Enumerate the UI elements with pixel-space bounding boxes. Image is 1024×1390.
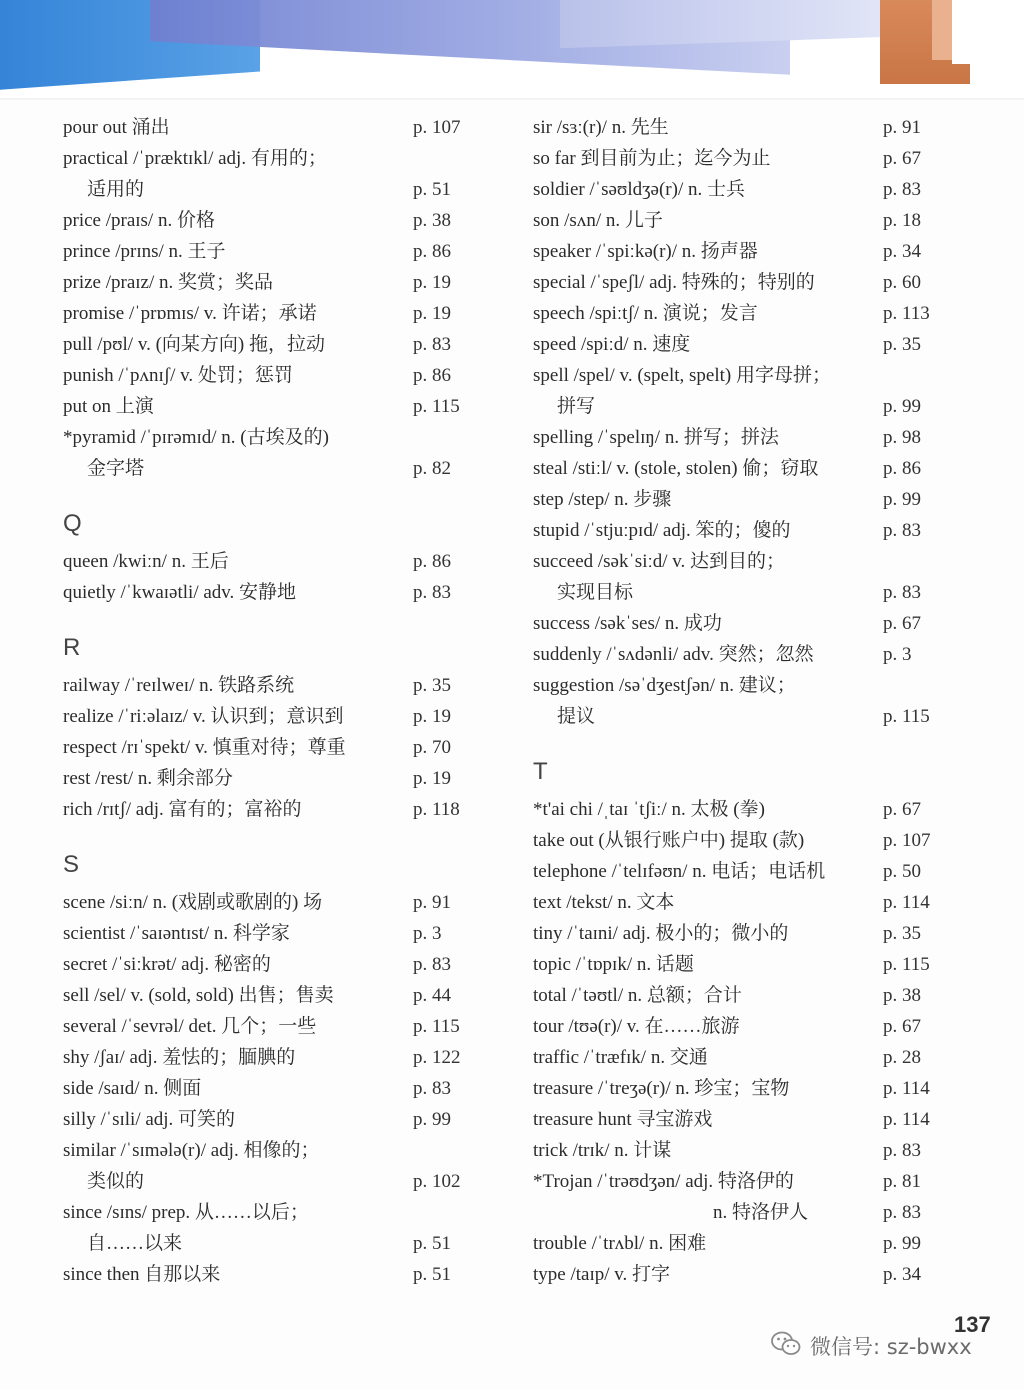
entry-headword-definition: similar /ˈsɪmələ(r)/ adj. 相像的； bbox=[63, 1140, 320, 1161]
glossary-entry bbox=[63, 794, 483, 825]
entry-definition-continued: 适用的 bbox=[87, 179, 145, 200]
entry-headword-definition: *Trojan /ˈtrəʊdʒən/ adj. 特洛伊的 bbox=[533, 1171, 794, 1192]
watermark bbox=[770, 1328, 972, 1364]
entry-page-reference: p. 118 bbox=[413, 799, 460, 820]
entry-text bbox=[533, 143, 883, 174]
entry-headword-definition: practical /ˈpræktɪkl/ adj. 有用的； bbox=[63, 148, 327, 169]
glossary-entry bbox=[63, 670, 483, 701]
entry-page-reference: p. 114 bbox=[883, 1109, 930, 1130]
entry-page-reference: p. 99 bbox=[883, 1233, 921, 1254]
entry-page-reference: p. 82 bbox=[413, 458, 451, 479]
entry-headword-definition: succeed /səkˈsiːd/ v. 达到目的； bbox=[533, 551, 786, 572]
entry-headword-definition: queen /kwiːn/ n. 王后 bbox=[63, 551, 229, 572]
entry-headword-definition: secret /ˈsiːkrət/ adj. 秘密的 bbox=[63, 954, 271, 975]
entry-page-reference: p. 19 bbox=[413, 768, 451, 789]
section-letter: R bbox=[63, 634, 81, 661]
glossary-entry bbox=[63, 1073, 483, 1104]
entry-headword-definition: railway /ˈreɪlweɪ/ n. 铁路系统 bbox=[63, 675, 295, 696]
entry-headword-definition: since then 自那以来 bbox=[63, 1264, 221, 1285]
entry-text bbox=[533, 453, 883, 484]
entry-text bbox=[533, 918, 883, 949]
entry-headword-definition: punish /ˈpʌnɪʃ/ v. 处罚；惩罚 bbox=[63, 365, 293, 386]
entry-headword-definition: steal /stiːl/ v. (stole, stolen) 偷；窃取 bbox=[533, 458, 819, 479]
entry-headword-definition: pour out 涌出 bbox=[63, 117, 170, 138]
entry-page-reference: p. 83 bbox=[413, 1078, 451, 1099]
entry-definition-continued: 金字塔 bbox=[87, 458, 145, 479]
entry-text bbox=[63, 236, 413, 267]
entry-text bbox=[63, 298, 413, 329]
entry-page-reference: p. 114 bbox=[883, 1078, 930, 1099]
glossary-entry bbox=[63, 360, 483, 391]
entry-page-reference: p. 35 bbox=[413, 675, 451, 696]
entry-page-reference: p. 113 bbox=[883, 303, 930, 324]
entry-text bbox=[63, 794, 413, 825]
entry-headword-definition: speed /spiːd/ n. 速度 bbox=[533, 334, 691, 355]
entry-text bbox=[533, 546, 883, 608]
entry-page-reference: p. 35 bbox=[883, 923, 921, 944]
entry-headword-definition: rich /rɪtʃ/ adj. 富有的；富裕的 bbox=[63, 799, 302, 820]
entry-text bbox=[63, 112, 413, 143]
glossary-entry bbox=[533, 670, 953, 732]
entry-text bbox=[533, 949, 883, 980]
entry-headword-definition: trick /trɪk/ n. 计谋 bbox=[533, 1140, 672, 1161]
glossary-entry bbox=[533, 856, 953, 887]
entry-text bbox=[63, 546, 413, 577]
glossary-entry bbox=[533, 608, 953, 639]
entry-text bbox=[533, 1011, 883, 1042]
entry-text bbox=[63, 1259, 413, 1290]
entry-page-reference: p. 115 bbox=[413, 396, 460, 417]
entry-text bbox=[63, 980, 413, 1011]
entry-text bbox=[533, 422, 883, 453]
glossary-entry bbox=[63, 732, 483, 763]
entry-headword-definition: treasure /ˈtreʒə(r)/ n. 珍宝；宝物 bbox=[533, 1078, 790, 1099]
entry-headword-definition: n. 特洛伊人 bbox=[713, 1202, 809, 1223]
entry-headword-definition: suddenly /ˈsʌdənli/ adv. 突然；忽然 bbox=[533, 644, 814, 665]
entry-text bbox=[533, 856, 883, 887]
entry-text bbox=[63, 732, 413, 763]
entry-headword-definition: suggestion /səˈdʒestʃən/ n. 建议； bbox=[533, 675, 796, 696]
glossary-entry bbox=[63, 1104, 483, 1135]
entry-headword-definition: silly /ˈsɪli/ adj. 可笑的 bbox=[63, 1109, 236, 1130]
glossary-entry bbox=[63, 329, 483, 360]
wechat-icon bbox=[770, 1329, 802, 1364]
entry-text bbox=[533, 112, 883, 143]
entry-text bbox=[533, 1042, 883, 1073]
glossary-entry bbox=[63, 1042, 483, 1073]
entry-page-reference: p. 115 bbox=[883, 706, 930, 727]
glossary-entry bbox=[533, 1073, 953, 1104]
entry-headword-definition: prince /prɪns/ n. 王子 bbox=[63, 241, 226, 262]
glossary-entry bbox=[533, 515, 953, 546]
entry-page-reference: p. 86 bbox=[883, 458, 921, 479]
glossary-entry bbox=[533, 1011, 953, 1042]
entry-headword-definition: telephone /ˈtelɪfəʊn/ n. 电话；电话机 bbox=[533, 861, 826, 882]
glossary-entry bbox=[63, 143, 483, 205]
entry-text bbox=[533, 298, 883, 329]
entry-page-reference: p. 18 bbox=[883, 210, 921, 231]
entry-headword-definition: realize /ˈriːəlaɪz/ v. 认识到；意识到 bbox=[63, 706, 344, 727]
entry-page-reference: p. 38 bbox=[413, 210, 451, 231]
entry-text bbox=[63, 1197, 413, 1259]
glossary-entry bbox=[63, 422, 483, 484]
entry-headword-definition: spelling /ˈspelɪŋ/ n. 拼写；拼法 bbox=[533, 427, 779, 448]
entry-page-reference: p. 83 bbox=[883, 1140, 921, 1161]
glossary-entry bbox=[533, 1042, 953, 1073]
entry-headword-definition: step /step/ n. 步骤 bbox=[533, 489, 672, 510]
glossary-entry bbox=[533, 639, 953, 670]
entry-page-reference: p. 81 bbox=[883, 1171, 921, 1192]
entry-text bbox=[533, 670, 883, 732]
glossary-entry bbox=[63, 918, 483, 949]
entry-page-reference: p. 67 bbox=[883, 1016, 921, 1037]
entry-page-reference: p. 86 bbox=[413, 241, 451, 262]
entry-page-reference: p. 19 bbox=[413, 303, 451, 324]
entry-headword-definition: text /tekst/ n. 文本 bbox=[533, 892, 675, 913]
glossary-entry bbox=[533, 267, 953, 298]
entry-definition-continued: 提议 bbox=[557, 706, 596, 727]
glossary-entry bbox=[63, 949, 483, 980]
entry-headword-definition: put on 上演 bbox=[63, 396, 154, 417]
glossary-entry bbox=[533, 484, 953, 515]
glossary-entry bbox=[533, 794, 953, 825]
entry-text bbox=[533, 1259, 883, 1290]
entry-headword-definition: pull /pʊl/ v. (向某方向) 拖，拉动 bbox=[63, 334, 325, 355]
entry-page-reference: p. 19 bbox=[413, 706, 451, 727]
entry-text bbox=[533, 1228, 883, 1259]
entry-headword-definition: trouble /ˈtrʌbl/ n. 困难 bbox=[533, 1233, 707, 1254]
entry-headword-definition: spell /spel/ v. (spelt, spelt) 用字母拼； bbox=[533, 365, 831, 386]
entry-headword-definition: traffic /ˈtræfɪk/ n. 交通 bbox=[533, 1047, 708, 1068]
entry-page-reference: p. 38 bbox=[883, 985, 921, 1006]
entry-definition-continued: 类似的 bbox=[87, 1171, 145, 1192]
glossary-entry bbox=[533, 1259, 953, 1290]
entry-text bbox=[533, 484, 883, 515]
entry-text bbox=[63, 763, 413, 794]
glossary-entry bbox=[533, 112, 953, 143]
glossary-entry bbox=[63, 1135, 483, 1197]
entry-headword-definition: soldier /ˈsəʊldʒə(r)/ n. 士兵 bbox=[533, 179, 745, 200]
entry-text bbox=[63, 1135, 413, 1197]
glossary-entry bbox=[63, 1197, 483, 1259]
entry-page-reference: p. 107 bbox=[413, 117, 461, 138]
entry-text bbox=[533, 608, 883, 639]
entry-page-reference: p. 44 bbox=[413, 985, 451, 1006]
entry-text bbox=[63, 360, 413, 391]
entry-text bbox=[63, 887, 413, 918]
entry-text bbox=[63, 267, 413, 298]
entry-headword-definition: side /saɪd/ n. 侧面 bbox=[63, 1078, 202, 1099]
glossary-entry bbox=[63, 701, 483, 732]
entry-headword-definition: sir /sɜː(r)/ n. 先生 bbox=[533, 117, 669, 138]
glossary-entry bbox=[533, 980, 953, 1011]
glossary-entry bbox=[63, 236, 483, 267]
entry-text bbox=[63, 205, 413, 236]
glossary-entry bbox=[533, 453, 953, 484]
entry-definition-continued: 自……以来 bbox=[87, 1233, 183, 1254]
entry-page-reference: p. 99 bbox=[883, 489, 921, 510]
entry-text bbox=[533, 1104, 883, 1135]
entry-headword-definition: *pyramid /ˈpɪrəmɪd/ n. (古埃及的) bbox=[63, 427, 329, 448]
entry-headword-definition: rest /rest/ n. 剩余部分 bbox=[63, 768, 233, 789]
glossary-entry bbox=[533, 949, 953, 980]
entry-page-reference: p. 70 bbox=[413, 737, 451, 758]
glossary-entry bbox=[533, 422, 953, 453]
entry-text bbox=[63, 1104, 413, 1135]
glossary-entry bbox=[533, 1197, 953, 1228]
entry-text bbox=[63, 422, 413, 484]
entry-text bbox=[533, 1197, 883, 1228]
entry-text bbox=[63, 701, 413, 732]
entry-text bbox=[533, 174, 883, 205]
entry-text bbox=[63, 391, 413, 422]
entry-page-reference: p. 19 bbox=[413, 272, 451, 293]
entry-text bbox=[533, 887, 883, 918]
entry-page-reference: p. 99 bbox=[883, 396, 921, 417]
glossary-entry bbox=[533, 918, 953, 949]
entry-headword-definition: tiny /ˈtaɪni/ adj. 极小的；微小的 bbox=[533, 923, 789, 944]
entry-page-reference: p. 115 bbox=[883, 954, 930, 975]
entry-headword-definition: shy /ʃaɪ/ adj. 羞怯的；腼腆的 bbox=[63, 1047, 296, 1068]
section-letter: T bbox=[533, 758, 548, 785]
entry-page-reference: p. 67 bbox=[883, 148, 921, 169]
entry-page-reference: p. 51 bbox=[413, 179, 451, 200]
glossary-entry bbox=[63, 267, 483, 298]
entry-text bbox=[63, 949, 413, 980]
glossary-column-right bbox=[533, 112, 953, 1290]
entry-page-reference: p. 83 bbox=[413, 582, 451, 603]
glossary-entry bbox=[533, 1228, 953, 1259]
glossary-entry bbox=[533, 143, 953, 174]
entry-headword-definition: take out (从银行账户中) 提取 (款) bbox=[533, 830, 805, 851]
section-letter: S bbox=[63, 851, 80, 878]
entry-headword-definition: so far 到目前为止；迄今为止 bbox=[533, 148, 771, 169]
entry-text bbox=[533, 980, 883, 1011]
entry-headword-definition: special /ˈspeʃl/ adj. 特殊的；特别的 bbox=[533, 272, 815, 293]
entry-text bbox=[63, 1073, 413, 1104]
entry-page-reference: p. 67 bbox=[883, 799, 921, 820]
entry-text bbox=[533, 515, 883, 546]
entry-page-reference: p. 122 bbox=[413, 1047, 461, 1068]
entry-page-reference: p. 83 bbox=[883, 582, 921, 603]
entry-text bbox=[63, 577, 413, 608]
entry-headword-definition: scene /siːn/ n. (戏剧或歌剧的) 场 bbox=[63, 892, 323, 913]
entry-page-reference: p. 98 bbox=[883, 427, 921, 448]
entry-page-reference: p. 83 bbox=[413, 334, 451, 355]
entry-definition-continued: 实现目标 bbox=[557, 582, 634, 603]
glossary-entry bbox=[63, 763, 483, 794]
entry-headword-definition: speaker /ˈspiːkə(r)/ n. 扬声器 bbox=[533, 241, 758, 262]
entry-headword-definition: prize /praɪz/ n. 奖赏；奖品 bbox=[63, 272, 274, 293]
entry-headword-definition: treasure hunt 寻宝游戏 bbox=[533, 1109, 713, 1130]
entry-text bbox=[63, 329, 413, 360]
glossary-entry bbox=[533, 546, 953, 608]
glossary-entry bbox=[533, 360, 953, 422]
entry-headword-definition: tour /tʊə(r)/ v. 在……旅游 bbox=[533, 1016, 740, 1037]
entry-text bbox=[63, 143, 413, 205]
entry-page-reference: p. 3 bbox=[413, 923, 442, 944]
entry-headword-definition: total /ˈtəʊtl/ n. 总额；合计 bbox=[533, 985, 742, 1006]
glossary-entry bbox=[63, 577, 483, 608]
entry-text bbox=[533, 205, 883, 236]
glossary-entry bbox=[63, 980, 483, 1011]
entry-text bbox=[63, 670, 413, 701]
entry-page-reference: p. 51 bbox=[413, 1264, 451, 1285]
entry-page-reference: p. 3 bbox=[883, 644, 912, 665]
entry-headword-definition: since /sɪns/ prep. 从……以后； bbox=[63, 1202, 309, 1223]
glossary-entry bbox=[533, 1104, 953, 1135]
glossary-entry bbox=[533, 298, 953, 329]
glossary-entry bbox=[533, 1166, 953, 1197]
entry-definition-continued: 拼写 bbox=[557, 396, 596, 417]
entry-text bbox=[533, 794, 883, 825]
entry-page-reference: p. 60 bbox=[883, 272, 921, 293]
entry-text bbox=[533, 267, 883, 298]
entry-headword-definition: success /səkˈses/ n. 成功 bbox=[533, 613, 722, 634]
entry-headword-definition: sell /sel/ v. (sold, sold) 出售；售卖 bbox=[63, 985, 334, 1006]
entry-text bbox=[533, 1166, 883, 1197]
entry-text bbox=[533, 639, 883, 670]
entry-text bbox=[63, 1042, 413, 1073]
entry-text bbox=[63, 918, 413, 949]
glossary-entry bbox=[63, 546, 483, 577]
entry-page-reference: p. 86 bbox=[413, 365, 451, 386]
entry-page-reference: p. 91 bbox=[413, 892, 451, 913]
glossary-entry bbox=[63, 1011, 483, 1042]
entry-page-reference: p. 115 bbox=[413, 1016, 460, 1037]
glossary-entry bbox=[533, 825, 953, 856]
entry-headword-definition: *t'ai chi /ˌtaɪ ˈtʃiː/ n. 太极 (拳) bbox=[533, 799, 765, 820]
entry-page-reference: p. 50 bbox=[883, 861, 921, 882]
entry-page-reference: p. 102 bbox=[413, 1171, 461, 1192]
glossary-entry bbox=[533, 236, 953, 267]
entry-page-reference: p. 67 bbox=[883, 613, 921, 634]
glossary-entry bbox=[63, 205, 483, 236]
entry-page-reference: p. 107 bbox=[883, 830, 931, 851]
glossary-entry bbox=[533, 205, 953, 236]
entry-page-reference: p. 34 bbox=[883, 1264, 921, 1285]
entry-headword-definition: topic /ˈtɒpɪk/ n. 话题 bbox=[533, 954, 694, 975]
watermark-text: 微信号: sz-bwxx bbox=[810, 1335, 972, 1359]
entry-page-reference: p. 83 bbox=[883, 179, 921, 200]
entry-text bbox=[533, 1073, 883, 1104]
entry-headword-definition: price /praɪs/ n. 价格 bbox=[63, 210, 215, 231]
section-letter: Q bbox=[63, 510, 82, 537]
entry-text bbox=[533, 236, 883, 267]
entry-page-reference: p. 35 bbox=[883, 334, 921, 355]
entry-page-reference: p. 91 bbox=[883, 117, 921, 138]
entry-text bbox=[533, 360, 883, 422]
entry-text bbox=[533, 825, 883, 856]
entry-page-reference: p. 34 bbox=[883, 241, 921, 262]
entry-page-reference: p. 86 bbox=[413, 551, 451, 572]
glossary-entry bbox=[63, 391, 483, 422]
entry-headword-definition: stupid /ˈstjuːpɪd/ adj. 笨的；傻的 bbox=[533, 520, 791, 541]
glossary-entry bbox=[63, 112, 483, 143]
entry-text bbox=[63, 1011, 413, 1042]
entry-headword-definition: several /ˈsevrəl/ det. 几个；一些 bbox=[63, 1016, 317, 1037]
entry-text bbox=[533, 1135, 883, 1166]
glossary-entry bbox=[533, 329, 953, 360]
glossary-entry bbox=[63, 887, 483, 918]
entry-page-reference: p. 83 bbox=[413, 954, 451, 975]
glossary-entry bbox=[533, 887, 953, 918]
entry-headword-definition: speech /spiːtʃ/ n. 演说；发言 bbox=[533, 303, 758, 324]
entry-headword-definition: quietly /ˈkwaɪətli/ adv. 安静地 bbox=[63, 582, 297, 603]
glossary-entry bbox=[533, 1135, 953, 1166]
entry-headword-definition: respect /rɪˈspekt/ v. 慎重对待；尊重 bbox=[63, 737, 346, 758]
entry-page-reference: p. 83 bbox=[883, 520, 921, 541]
entry-page-reference: p. 83 bbox=[883, 1202, 921, 1223]
page-number: 137 bbox=[954, 1312, 991, 1337]
glossary-column-left bbox=[63, 112, 483, 1290]
entry-page-reference: p. 114 bbox=[883, 892, 930, 913]
entry-page-reference: p. 99 bbox=[413, 1109, 451, 1130]
glossary-entry bbox=[533, 174, 953, 205]
entry-text bbox=[533, 329, 883, 360]
entry-headword-definition: promise /ˈprɒmɪs/ v. 许诺；承诺 bbox=[63, 303, 317, 324]
glossary-entry bbox=[63, 1259, 483, 1290]
entry-page-reference: p. 28 bbox=[883, 1047, 921, 1068]
glossary-entry bbox=[63, 298, 483, 329]
decorative-header-band bbox=[0, 0, 1024, 100]
entry-headword-definition: son /sʌn/ n. 儿子 bbox=[533, 210, 663, 231]
entry-page-reference: p. 51 bbox=[413, 1233, 451, 1254]
entry-headword-definition: scientist /ˈsaɪəntɪst/ n. 科学家 bbox=[63, 923, 290, 944]
entry-headword-definition: type /taɪp/ v. 打字 bbox=[533, 1264, 671, 1285]
